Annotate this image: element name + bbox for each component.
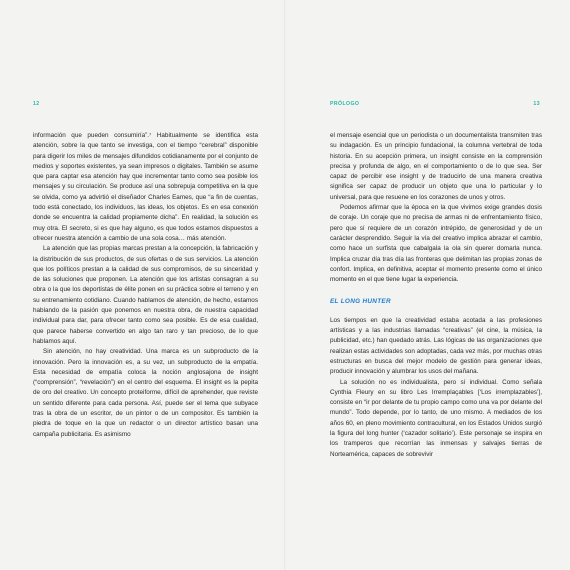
left-paragraph-3: Sin atención, no hay creatividad. Una marca es un subproducto de la innovación. Pero la innovación es, a su vez, un subproducto de la empatía. Esta necesidad de empatía coloca la noción anglosajona de insight (“comprensión”, “revelación”) en el centro del esquema. El insight es la pepita de oro del creativo. Un concepto proteiforme, difícil de aprehender, que reviste un sentido diferente para cada persona. Así, puede ser el tema que subyace tras la obra de un escritor, de un pintor o de un compositor. Es también la piedra de toque en la que un redactor o un director artístico basan una campaña publicitaria. Es asimismo: [33, 348, 258, 438]
left-paragraph-1: información que pueden consumiría”.⁷ Habitualmente se identifica esta atención, sobre la que tanto se investiga, con el tiempo “cerebral” disponible para digerir los miles de mensajes difundidos cotidianamente por el conjunto de medios y soportes existentes, ya sean impresos o digitales. También se asume que para captar esa atención hay que incrementar tanto como sea posible los mensajes y su circulación. Se produce así una sobrepuja competitiva en la que se olvida, como ya advirtió el diseñador Charles Eames, que “a fin de cuentas, todo está conectado, los individuos, las ideas, los objetos. Es en esa conexión donde se encuentra la calidad propiamente dicha”. En realidad, la solución es muy otra. El secreto, si es que hay alguno, es que todos estamos dispuestos a ofrecer nuestra atención a cambio de una sola cosa… más atención.: [33, 132, 258, 242]
right-page: [285, 0, 570, 570]
right-paragraph-4: La solución no es individualista, pero sí individual. Como señala Cynthia Fleury en su libro Les Irremplaçables [‘Los irremplazables’], consiste en “ir por delante de tu propio campo como una va por delante del mundo”. Todo depende, por lo tanto, de uno mismo. A mediados de los años 60, en pleno movimiento contracultural, en los Estados Unidos surgió la figura del long hunter (‘cazador solitario’). Este personaje se inspira en los tramperos que recorrían las inmensas y salvajes tierras de Norteamérica, capaces de sobrevivir: [330, 378, 542, 458]
right-page-body: [330, 131, 542, 460]
left-page-number: 12: [33, 101, 40, 107]
section-title: EL LONG HUNTER: [330, 298, 391, 306]
left-paragraph-2: La atención que las propias marcas prestan a la concepción, la fabricación y la distribución de sus productos, de sus ofertas o de sus servicios. La atención que los políticos prestan a la calidad de sus compromisos, de su sinceridad y de las soluciones que proponen. La atención que los artistas consagran a su obra o la que los deportistas de élite ponen en su práctica sobre el terreno y en su entrenamiento cotidiano. Cuando hablamos de atención, de hecho, estamos hablando de la pasión que ponemos en nuestra obra, de nuestra capacidad individual para dar, para ofrecer tanto como sea posible. Es de esa cualidad, que parece haberse convertido en algo tan raro y tan precioso, de lo que hablamos aquí.: [33, 245, 258, 345]
right-paragraph-2: Podemos afirmar que la época en la que vivimos exige grandes dosis de coraje. Un coraje que no precisa de armas ni de enfrentamiento físico, pero que sí requiere de un corazón intrépido, de generosidad y de un carácter desprendido. Seguir la vía del creativo implica abrazar el cambio, como hace un surfista que cabalgala la ola sin querer domarla nunca. Implica cruzar día tras día las fronteras que delimitan las propias zonas de confort. Implica, en definitiva, aceptar el momento presente como el único momento en el que tiene lugar la experiencia.: [330, 204, 542, 284]
left-page-body: [33, 131, 258, 440]
right-page-number: 13: [533, 101, 540, 107]
right-paragraph-1: el mensaje esencial que un periodista o un documentalista transmiten tras su indagación. Es un principio fundacional, la columna vertebral de toda historia. En su acepción primera, un insight consiste en la comprensión precisa y profunda de algo, en el comportamiento o de lo que sea. Ser capaz de percibir ese insight y de traducirlo de una manera creativa significa ser capaz de producir un objeto que una lo particular y lo universal, para que resuene en los corazones de unos y otros.: [330, 132, 542, 201]
right-paragraph-3: Los tiempos en que la creatividad estaba acotada a las profesiones artísticas y a las industrias llamadas “creativas” (el cine, la música, la publicidad, etc.) han quedado atrás. Las lógicas de las organizaciones que realizan estas actividades son adoptadas, cada vez más, por muchas otras estructuras en busca del mejor modelo de gestión para generar ideas, producir innovación y alumbrar los usos del mañana.: [330, 316, 542, 376]
running-head: PRÓLOGO: [330, 101, 360, 107]
